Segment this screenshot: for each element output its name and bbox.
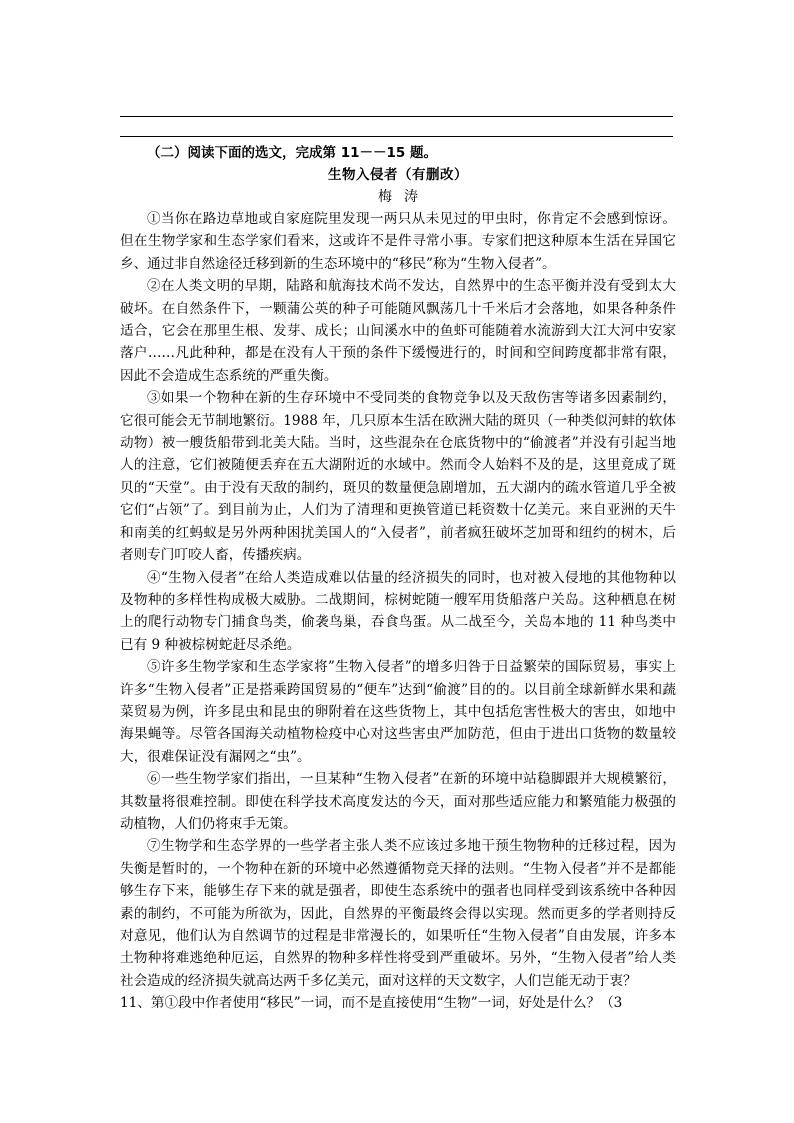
paragraph-3: ③如果一个物种在新的生存环境中不受同类的食物竞争以及天敌伤害等诸多因素制约，它很可能会无节制地繁衍。1988 年，几只原本生活在欧洲大陆的斑贝（一种类似河蚌的软体动物）被一艘货船带到北美大陆。当时，这些混杂在仓底货物中的“偷渡者”并没有引起当地人的注意，它们被随便丢弃在五大湖附近的水域中。然而令人始料不及的是，这里竟成了斑贝的“天堂”。由于没有天敌的制约，斑贝的数量便急剧增加，五大湖内的疏水管道几乎全被它们“占领”了。到目前为止，人们为了清理和更换管道已耗资数十亿美元。来自亚洲的天牛和南美的红蚂蚁是另外两种困扰美国人的“入侵者”，前者疯狂破坏芝加哥和纽约的树木，后者则专门叮咬人畜，传播疾病。 <box>120 390 676 564</box>
paragraph-6: ⑥一些生物学家们指出，一旦某种“生物入侵者”在新的环境中站稳脚跟并大规模繁衍，其数量将很难控制。即使在科学技术高度发达的今天，面对那些适应能力和繁殖能力极强的动植物，人们仍将束手无策。 <box>120 771 676 832</box>
article-author: 梅涛 <box>378 189 430 205</box>
article-title: 生物入侵者（有删改） <box>328 167 468 183</box>
paragraph-5: ⑤许多生物学家和生态学家将”生物入侵者”的增多归咎于日益繁荣的国际贸易，事实上许多“生物入侵者”正是搭乘跨国贸易的“便车”达到“偷渡”目的的。以目前全球新鲜水果和蔬菜贸易为例，许多昆虫和昆虫的卵附着在这些货物上，其中包括危害性极大的害虫，如地中海果蝇等。尽管各国海关动植物检疫中心对这些害虫严加防范，但由于进出口货物的数量较大，很难保证没有漏网之“虫”。 <box>120 659 676 765</box>
paragraph-4: ④“生物入侵者”在给人类造成难以估量的经济损失的同时，也对被入侵地的其他物种以及物种的多样性构成极大威胁。二战期间，棕树蛇随一艘军用货船落户关岛。这种栖息在树上的爬行动物专门捕食鸟类，偷袭鸟巢，吞食鸟蛋。从二战至今，关岛本地的 11 种鸟类中已有 9 种被棕树蛇赶尽杀绝。 <box>120 569 676 653</box>
paragraph-2: ②在人类文明的早期，陆路和航海技术尚不发达，自然界中的生态平衡并没有受到太大破坏。在自然条件下，一颗蒲公英的种子可能随风飘荡几十千米后才会落地，如果各种条件适合，它会在那里生根、发芽、成长；山间溪水中的鱼虾可能随着水流游到大江大河中安家落户……凡此种种，都是在没有人干预的条件下缓慢进行的，时间和空间跨度都非常有限，因此不会造成生态系统的严重失衡。 <box>120 278 676 384</box>
paragraph-1: ①当你在路边草地或自家庭院里发现一两只从未见过的甲虫时，你肯定不会感到惊讶。但在生物学家和生态学家们看来，这或许不是件寻常小事。专家们把这种原本生活在异国它乡、通过非自然途径迁移到新的生态环境中的“移民”称为“生物入侵者”。 <box>120 211 676 272</box>
section-heading: （二）阅读下面的选文，完成第 11－－15 题。 <box>147 145 437 161</box>
paragraph-7: ⑦生物学和生态学界的一些学者主张人类不应该过多地干预生物物种的迁移过程，因为失衡是暂时的，一个物种在新的环境中必然遵循物竞天择的法则。“生物入侵者”并不是都能够生存下来，能够生存下来的就是强者，即使生态系统中的强者也同样受到该系统中各种因素的制约，不可能为所欲为，因此，自然界的平衡最终会得以实现。然而更多的学者则持反对意见，他们认为自然调节的过程是非常漫长的，如果听任“生物入侵者”自由发展，许多本土物种将难逃绝种厄运，自然界的物种多样性将受到严重破坏。另外，“生物入侵者”给人类社会造成的经济损失就高达两千多亿美元，面对这样的天文数字，人们岂能无动于衷？ <box>120 838 676 989</box>
header-rule-top <box>120 116 673 117</box>
document-body <box>120 142 676 1015</box>
question-11: 11、第①段中作者使用“移民”一词，而不是直接使用“生物”一词，好处是什么？（3 <box>120 995 623 1012</box>
header-rule-bottom <box>120 136 673 137</box>
